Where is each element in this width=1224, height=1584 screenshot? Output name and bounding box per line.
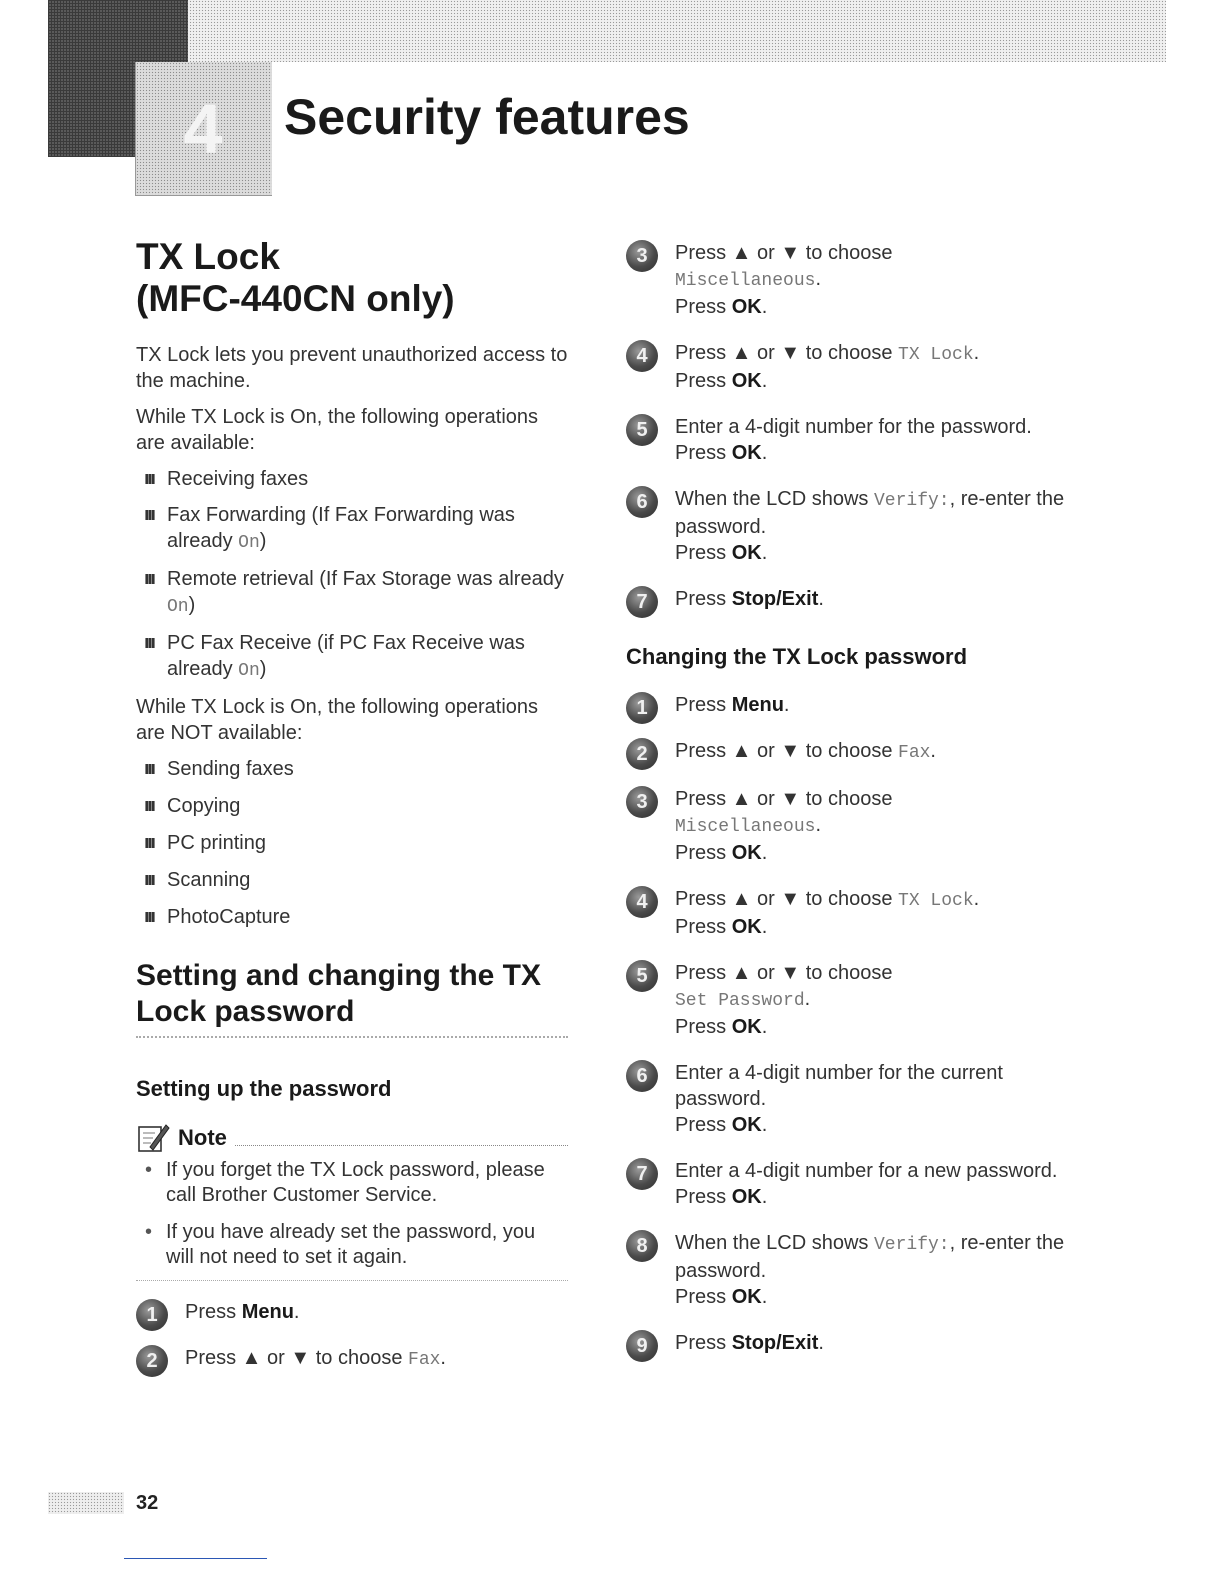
list-item: Receiving faxes xyxy=(136,466,568,492)
title-line-2: (MFC-440CN only) xyxy=(136,278,455,319)
change-step-6: 6 Enter a 4-digit number for the current password. Press OK. xyxy=(626,1060,1076,1138)
intro-paragraph: TX Lock lets you prevent unauthorized access to the machine. xyxy=(136,344,568,392)
left-column xyxy=(136,236,568,1373)
change-step-3: 3 Press ▲ or ▼ to choose Miscellaneous. Press OK. xyxy=(626,786,1076,866)
list-item: PC Fax Receive (if PC Fax Receive was already On) xyxy=(136,630,568,684)
chapter-number: 4 xyxy=(183,89,223,168)
step-number-icon: 7 xyxy=(626,586,658,618)
setup-step-4: 4 Press ▲ or ▼ to choose TX Lock. Press OK. xyxy=(626,340,1076,394)
step-number-icon: 4 xyxy=(626,886,658,918)
step-number-icon: 2 xyxy=(136,1345,168,1377)
bullet-square-icon xyxy=(145,574,155,584)
subsection-title-setup: Setting up the password xyxy=(136,1076,392,1101)
list-item: Scanning xyxy=(136,867,568,893)
step-number-icon: 2 xyxy=(626,738,658,770)
header-banner-strip xyxy=(48,0,1166,62)
right-column xyxy=(626,240,1076,1356)
available-list xyxy=(136,466,568,684)
chapter-title: Security features xyxy=(284,89,690,145)
list-item: • If you forget the TX Lock password, please call Brother Customer Service. xyxy=(136,1158,568,1208)
available-intro: While TX Lock is On, the following operations are available: xyxy=(136,406,539,454)
step-number-icon: 6 xyxy=(626,1060,658,1092)
setup-step-1: 1 Press Menu. xyxy=(136,1299,568,1325)
bullet-square-icon xyxy=(145,875,155,885)
page-number: 32 xyxy=(136,1492,159,1514)
note-label: Note xyxy=(178,1125,227,1150)
change-step-8: 8 When the LCD shows Verify:, re-enter the password. Press OK. xyxy=(626,1230,1076,1310)
bullet-square-icon xyxy=(145,474,155,484)
note-rule xyxy=(235,1145,568,1146)
step-number-icon: 4 xyxy=(626,340,658,372)
setup-step-3: 3 Press ▲ or ▼ to choose Miscellaneous. Press OK. xyxy=(626,240,1076,320)
bullet-square-icon xyxy=(145,912,155,922)
step-number-icon: 8 xyxy=(626,1230,658,1262)
bullet-square-icon xyxy=(145,801,155,811)
setup-step-5: 5 Enter a 4-digit number for the password. Press OK. xyxy=(626,414,1076,466)
bullet-square-icon xyxy=(145,510,155,520)
note-pencil-icon xyxy=(136,1121,170,1155)
step-number-icon: 7 xyxy=(626,1158,658,1190)
setup-step-6: 6 When the LCD shows Verify:, re-enter the password. Press OK. xyxy=(626,486,1076,566)
subsection-title-change: Changing the TX Lock password xyxy=(626,644,968,669)
bullet-square-icon xyxy=(145,838,155,848)
list-item: Copying xyxy=(136,793,568,819)
change-step-1: 1 Press Menu. xyxy=(626,692,1076,718)
step-number-icon: 3 xyxy=(626,786,658,818)
change-step-7: 7 Enter a 4-digit number for a new password. Press OK. xyxy=(626,1158,1076,1210)
list-item: Sending faxes xyxy=(136,756,568,782)
note-list xyxy=(136,1158,568,1270)
step-number-icon: 6 xyxy=(626,486,658,518)
list-item: Remote retrieval (If Fax Storage was already On) xyxy=(136,566,568,620)
step-number-icon: 1 xyxy=(136,1299,168,1331)
bullet-square-icon xyxy=(145,638,155,648)
change-step-2: 2 Press ▲ or ▼ to choose Fax. xyxy=(626,738,1076,766)
change-step-5: 5 Press ▲ or ▼ to choose Set Password. Press OK. xyxy=(626,960,1076,1040)
change-step-4: 4 Press ▲ or ▼ to choose TX Lock. Press OK. xyxy=(626,886,1076,940)
footer-rule xyxy=(124,1558,267,1559)
step-number-icon: 5 xyxy=(626,414,658,446)
step-number-icon: 9 xyxy=(626,1330,658,1362)
list-item: Fax Forwarding (If Fax Forwarding was already On) xyxy=(136,502,568,556)
section-title-tx-lock xyxy=(136,236,568,320)
setup-step-2: 2 Press ▲ or ▼ to choose Fax. xyxy=(136,1345,568,1373)
step-number-icon: 5 xyxy=(626,960,658,992)
change-step-9: 9 Press Stop/Exit. xyxy=(626,1330,1076,1356)
list-item: PhotoCapture xyxy=(136,904,568,930)
list-item: • If you have already set the password, you will not need to set it again. xyxy=(136,1220,568,1270)
unavailable-intro: While TX Lock is On, the following operations are NOT available: xyxy=(136,696,539,744)
unavailable-list xyxy=(136,756,568,930)
section-title-setting-changing: Setting and changing the TX Lock password xyxy=(136,959,541,1028)
setup-step-7: 7 Press Stop/Exit. xyxy=(626,586,1076,612)
step-number-icon: 1 xyxy=(626,692,658,724)
list-item: PC printing xyxy=(136,830,568,856)
note-header xyxy=(136,1122,568,1154)
bullet-square-icon xyxy=(145,764,155,774)
step-number-icon: 3 xyxy=(626,240,658,272)
footer-pattern-block xyxy=(48,1492,124,1514)
title-line-1: TX Lock xyxy=(136,236,280,277)
